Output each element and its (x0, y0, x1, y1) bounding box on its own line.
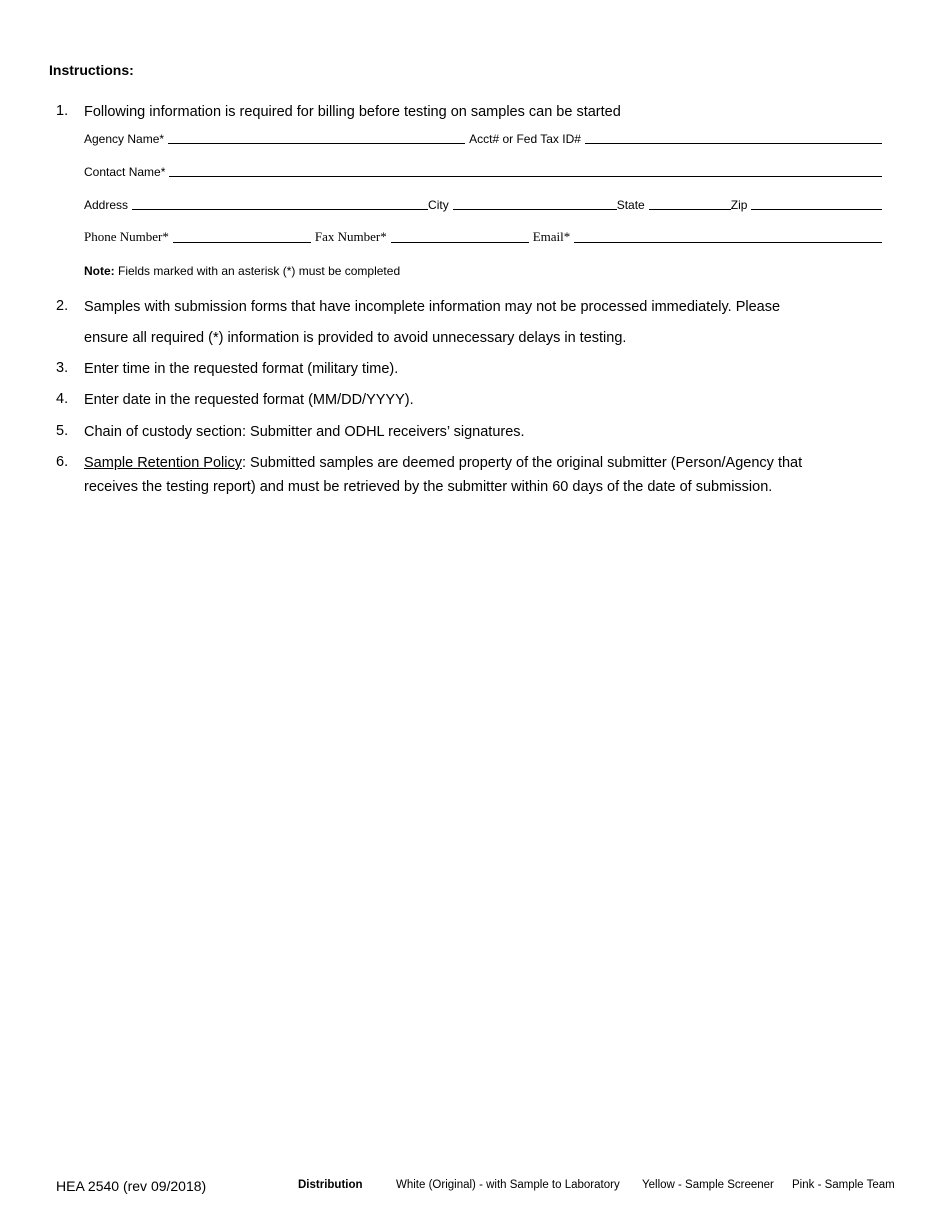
zip-field[interactable] (751, 208, 882, 210)
note-text: Fields marked with an asterisk (*) must be completed (114, 264, 401, 278)
item-1-number: 1. (56, 103, 69, 119)
item-5-number: 5. (56, 423, 69, 439)
item-2-text-line2: ensure all required (*) information is provided to avoid unnecessary delays in testing. (84, 330, 627, 346)
acct-fed-tax-field[interactable] (585, 142, 882, 144)
distribution-yellow: Yellow - Sample Screener (642, 1179, 774, 1191)
item-6-text-line2: receives the testing report) and must be retrieved by the submitter within 60 days of the date of submission. (84, 479, 773, 495)
state-label: State (616, 198, 645, 212)
item-2-number: 2. (56, 298, 69, 314)
item-6-number: 6. (56, 454, 69, 470)
city-label: City (428, 198, 449, 212)
phone-label: Phone Number* (84, 229, 169, 244)
billing-row-agency (84, 132, 886, 146)
distribution-white: White (Original) - with Sample to Laboratory (396, 1179, 620, 1191)
fax-field[interactable] (391, 241, 529, 243)
required-fields-note (84, 264, 400, 278)
billing-row-phone (84, 229, 886, 245)
distribution-label: Distribution (298, 1179, 363, 1191)
email-field[interactable] (574, 241, 882, 243)
address-field[interactable] (132, 208, 428, 210)
sample-retention-policy-text: : Submitted samples are deemed property of the original submitter (Person/Agency that (241, 455, 803, 471)
fax-label: Fax Number* (314, 229, 387, 244)
contact-name-field[interactable] (169, 175, 882, 177)
form-id: HEA 2540 (rev 09/2018) (56, 1178, 207, 1194)
instructions-heading: Instructions: (49, 62, 134, 78)
distribution-pink: Pink - Sample Team (792, 1179, 895, 1191)
zip-label: Zip (730, 198, 748, 212)
email-label: Email* (532, 229, 571, 244)
billing-row-contact (84, 165, 886, 179)
item-1-text: Following information is required for billing before testing on samples can be started (84, 104, 621, 120)
item-3-number: 3. (56, 360, 69, 376)
state-field[interactable] (649, 208, 731, 210)
item-3-text: Enter time in the requested format (military time). (84, 361, 399, 377)
phone-field[interactable] (173, 241, 311, 243)
note-label: Note: (84, 264, 115, 278)
item-4-number: 4. (56, 391, 69, 407)
acct-fed-tax-label: Acct# or Fed Tax ID# (469, 132, 581, 146)
item-6-text-line1 (84, 451, 802, 475)
contact-name-label: Contact Name* (84, 165, 166, 179)
city-field[interactable] (453, 208, 617, 210)
item-5-text: Chain of custody section: Submitter and ODHL receivers’ signatures. (84, 424, 525, 440)
agency-name-field[interactable] (168, 142, 465, 144)
address-label: Address (84, 198, 129, 212)
agency-name-label: Agency Name* (84, 132, 165, 146)
billing-row-address (84, 198, 886, 212)
item-2-text-line1: Samples with submission forms that have incomplete information may not be processed immediately. Please (84, 299, 781, 315)
item-4-text: Enter date in the requested format (MM/DD/YYYY). (84, 392, 414, 408)
sample-retention-policy-label: Sample Retention Policy (84, 455, 242, 471)
